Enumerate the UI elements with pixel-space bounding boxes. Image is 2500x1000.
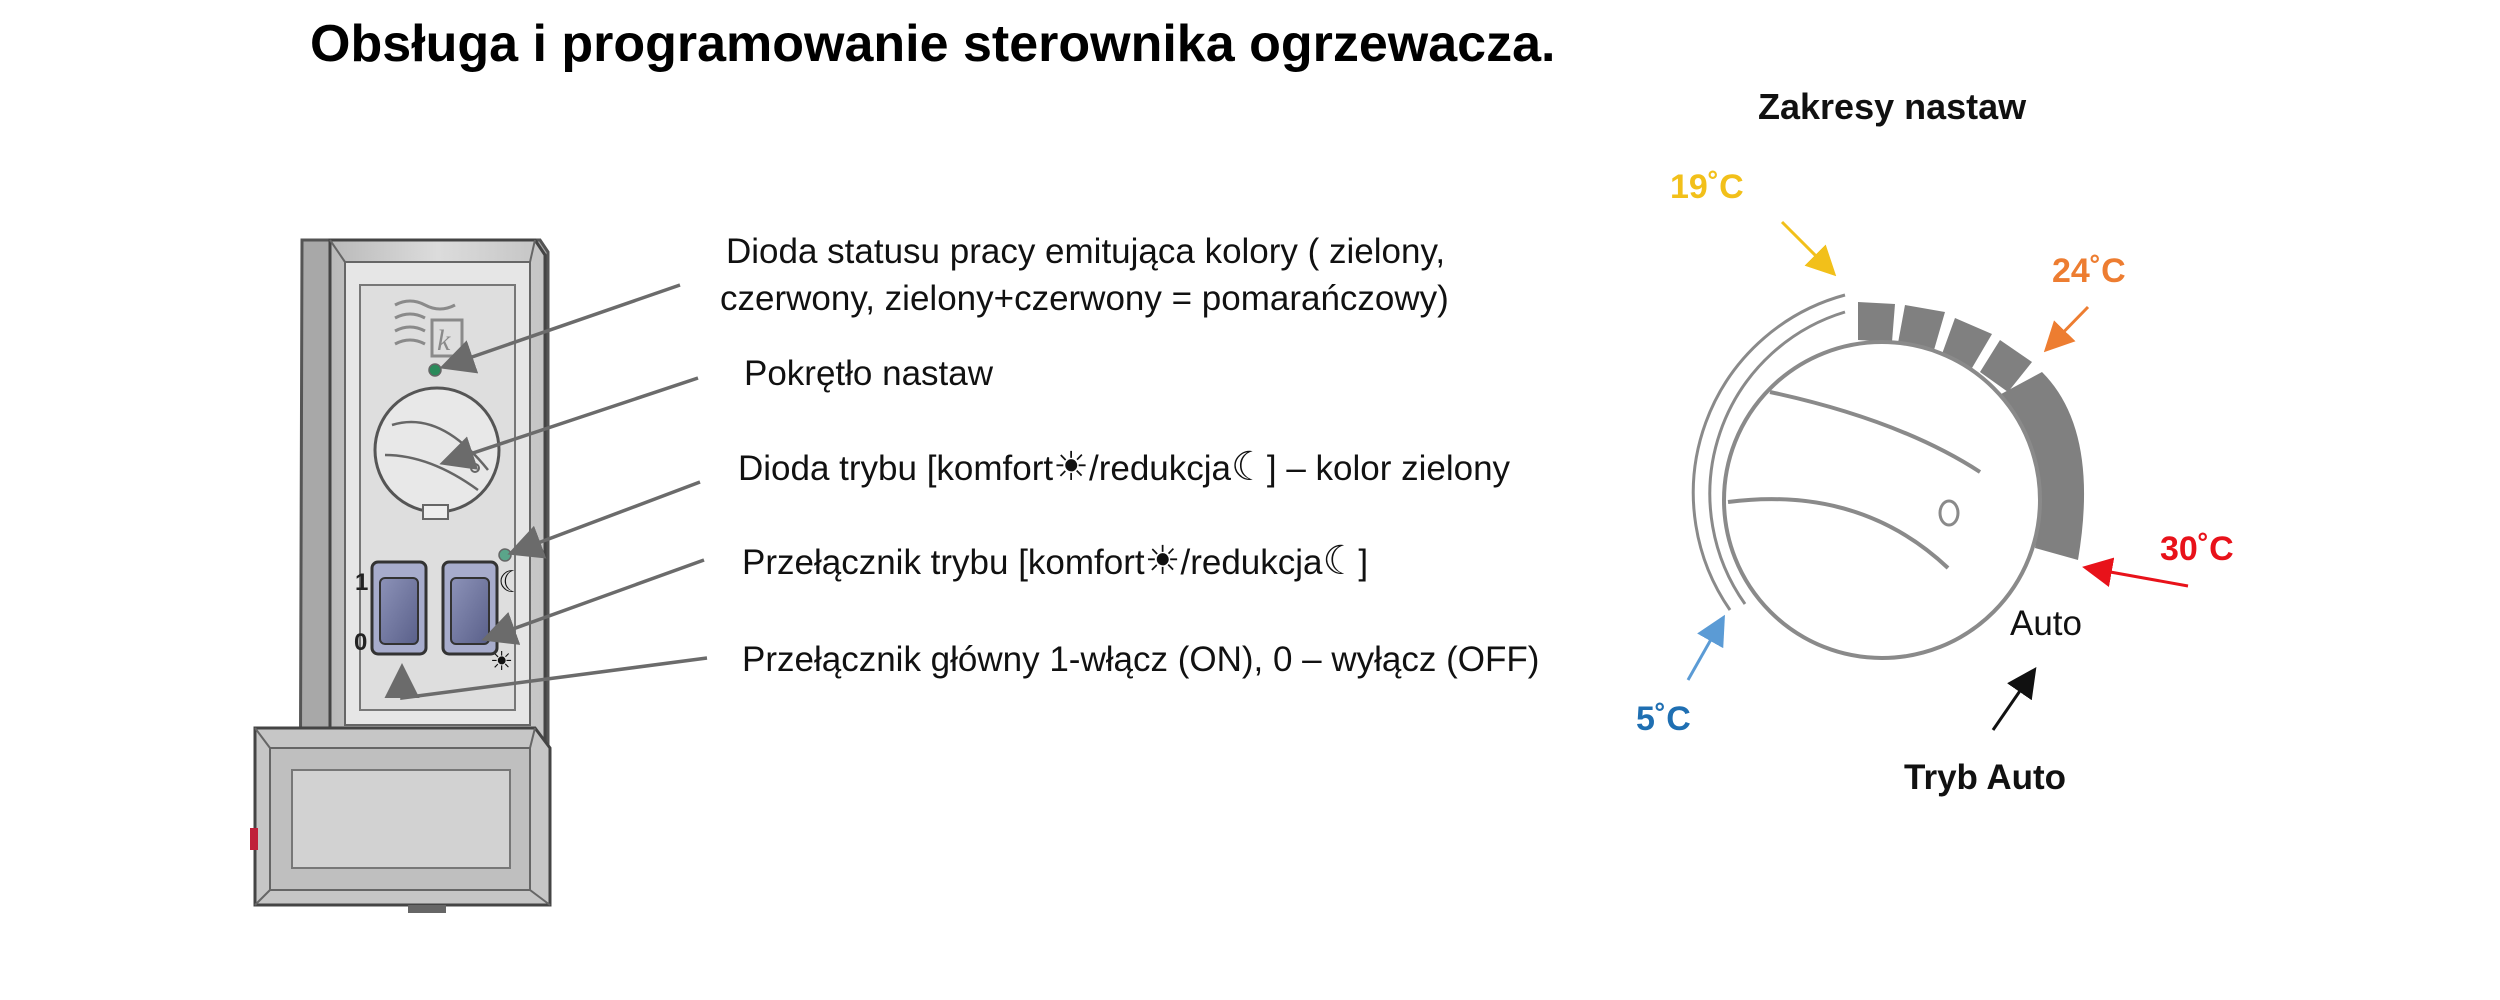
arrow-5: [1688, 620, 1722, 680]
mode-switch-callout-post: ]: [1358, 543, 1369, 582]
sun-icon: ☀: [1144, 539, 1181, 583]
auto-mode-label: Tryb Auto: [1904, 758, 2067, 797]
auto-label: Auto: [2010, 604, 2082, 643]
temp-24-label: 24˚C: [2052, 252, 2126, 290]
sun-icon: ☀: [1053, 445, 1089, 489]
mode-switch-callout-mid: /redukcja: [1180, 543, 1323, 582]
temp-5-label: 5˚C: [1636, 700, 1691, 738]
dial-title: Zakresy nastaw: [1758, 86, 2027, 127]
arrow-30: [2088, 568, 2188, 586]
mode-led-callout-mid: /redukcja: [1088, 449, 1232, 488]
page-title: Obsługa i programowanie sterownika ogrzewacza.: [310, 15, 1556, 73]
svg-text:k: k: [437, 324, 451, 357]
mode-led-callout-post: ] – kolor zielony: [1266, 449, 1511, 488]
switch-on-label: 1: [355, 569, 369, 596]
main-switch-callout: Przełącznik główny 1-włącz (ON), 0 – wyłącz (OFF): [742, 640, 1540, 679]
knob-callout: Pokrętło nastaw: [744, 354, 994, 393]
moon-icon: ☾: [1231, 445, 1267, 489]
sun-icon: ☀: [490, 647, 514, 677]
temp-30-label: 30˚C: [2160, 530, 2234, 568]
dial-knob[interactable]: [1724, 342, 2040, 658]
switch-off-label: 0: [354, 629, 368, 656]
arrow-24: [2048, 307, 2088, 348]
status-led-callout-line2: czerwony, zielony+czerwony = pomarańczowy): [720, 279, 1449, 318]
status-led-callout-line1: Dioda statusu pracy emitująca kolory ( zielony,: [726, 232, 1446, 271]
arrow-auto: [1993, 672, 2033, 730]
moon-icon: ☾: [498, 565, 525, 600]
moon-icon: ☾: [1322, 539, 1359, 583]
mode-switch-callout-pre: Przełącznik trybu [komfort: [742, 543, 1145, 582]
arrow-19: [1782, 222, 1832, 272]
temp-19-label: 19˚C: [1670, 168, 1744, 206]
mode-led-callout-pre: Dioda trybu [komfort: [738, 449, 1054, 488]
